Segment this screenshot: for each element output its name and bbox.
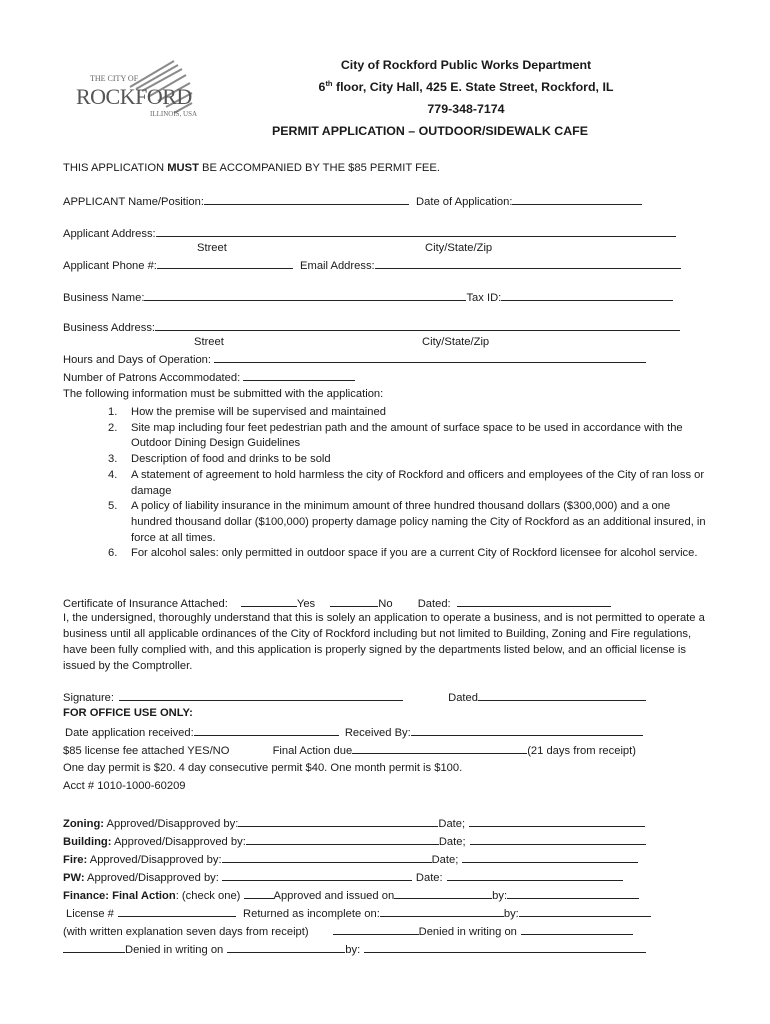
- signature-dated-field[interactable]: [478, 690, 646, 701]
- city-state-zip-caption: City/State/Zip: [425, 242, 493, 254]
- returned-by-field[interactable]: [519, 906, 651, 917]
- logo-line3: ILLINOIS, USA: [150, 110, 198, 118]
- denied-by-field[interactable]: [364, 942, 646, 953]
- street-caption: Street: [197, 242, 227, 254]
- zoning-row: Zoning: Approved/Disapproved by: Date;: [63, 816, 645, 830]
- denied-check-2[interactable]: [63, 942, 125, 953]
- license-row: License # Returned as incomplete on: by:: [66, 906, 651, 920]
- date-received-row: Date application received: Received By:: [65, 725, 643, 739]
- denied-on-field-1[interactable]: [521, 924, 633, 935]
- list-item: 1. How the premise will be supervised and maintained: [108, 406, 386, 418]
- business-name-row: Business Name: Tax ID:: [63, 290, 673, 304]
- list-item: 6. For alcohol sales: only permitted in outdoor space if you are a current City of Rockford licensee for alcohol service.: [108, 547, 698, 560]
- hours-field[interactable]: [214, 352, 646, 363]
- signature-field[interactable]: [119, 690, 403, 701]
- license-number-field[interactable]: [118, 906, 236, 917]
- finance-approved-check[interactable]: [244, 888, 274, 899]
- date-of-application-field[interactable]: [512, 194, 642, 205]
- form-title: PERMIT APPLICATION – OUTDOOR/SIDEWALK CAFE: [272, 124, 588, 138]
- requirements-intro: The following information must be submitted with the application:: [63, 388, 384, 400]
- logo-line2: ROCKFORD: [76, 84, 192, 109]
- insurance-dated-field[interactable]: [457, 596, 611, 607]
- business-address-field[interactable]: [155, 320, 680, 331]
- applicant-phone-row: Applicant Phone #: Email Address:: [63, 258, 681, 272]
- hours-row: Hours and Days of Operation:: [63, 352, 646, 366]
- office-use-heading: FOR OFFICE USE ONLY:: [63, 707, 193, 719]
- finance-by-field[interactable]: [507, 888, 639, 899]
- building-row: Building: Approved/Disapproved by: Date;: [63, 834, 646, 848]
- denied-row: Denied in writing on by:: [63, 942, 646, 956]
- denied-check-1[interactable]: [333, 924, 419, 935]
- building-by-field[interactable]: [246, 834, 439, 845]
- logo-line1: THE CITY OF: [90, 74, 139, 83]
- written-explanation-row: (with written explanation seven days from receipt) Denied in writing on: [63, 924, 633, 938]
- zoning-date-field[interactable]: [469, 816, 645, 827]
- street-caption-2: Street: [194, 336, 224, 348]
- patrons-row: Number of Patrons Accommodated:: [63, 370, 355, 384]
- business-name-field[interactable]: [144, 290, 466, 301]
- tax-id-field[interactable]: [501, 290, 673, 301]
- denied-on-field-2[interactable]: [227, 942, 345, 953]
- applicant-address-field[interactable]: [156, 226, 676, 237]
- finance-issued-on-field[interactable]: [394, 888, 492, 899]
- list-item: 3. Description of food and drinks to be sold: [108, 453, 331, 466]
- applicant-phone-field[interactable]: [157, 258, 293, 269]
- pw-date-field[interactable]: [447, 870, 623, 881]
- signature-row: Signature: Dated: [63, 690, 646, 704]
- applicant-address-row: Applicant Address:: [63, 226, 676, 240]
- insurance-no-field[interactable]: [330, 596, 378, 607]
- applicant-name-row: APPLICANT Name/Position: Date of Application:: [63, 194, 642, 208]
- finance-row: Finance: Final Action: (check one) Approved and issued on by:: [63, 888, 639, 902]
- date-received-field[interactable]: [194, 725, 339, 736]
- list-item: 4. A statement of agreement to hold harmless the city of Rockford and officers and employees of the City of ran loss or damage: [108, 468, 705, 497]
- account-number: Acct # 1010-1000-60209: [63, 780, 186, 792]
- pw-row: PW: Approved/Disapproved by: Date:: [63, 870, 623, 884]
- fire-date-field[interactable]: [462, 852, 638, 863]
- pw-by-field[interactable]: [222, 870, 412, 881]
- fee-notice: THIS APPLICATION MUST BE ACCOMPANIED BY THE $85 PERMIT FEE.: [63, 162, 440, 174]
- list-item: 2. Site map including four feet pedestrian path and the amount of surface space to be used in accordance with the Outdoor Dining Design Guidelines: [108, 421, 683, 450]
- license-fee-row: $85 license fee attached YES/NO Final Action due (21 days from receipt): [63, 745, 636, 757]
- business-address-row: Business Address:: [63, 320, 680, 334]
- fire-row: Fire: Approved/Disapproved by: Date;: [63, 852, 638, 866]
- email-field[interactable]: [375, 258, 681, 269]
- city-state-zip-caption-2: City/State/Zip: [422, 336, 490, 348]
- applicant-statement: I, the undersigned, thoroughly understand that this is solely an application to operate a business, and is not permitted to operate a business until all applicable ordinances of the City of Rockford including but not limited to Building, Zoning and Fire regulations, have been fully complied with, and this application is properly signed by the departments listed below, and an official license is issued by the Comptroller.: [63, 612, 705, 672]
- requirements-list: [108, 405, 708, 562]
- insurance-row: Certificate of Insurance Attached: Yes No Dated:: [63, 596, 611, 610]
- fire-by-field[interactable]: [222, 852, 432, 863]
- list-item: 5. A policy of liability insurance in the minimum amount of three hundred thousand dollars ($300,000) and a one hundred thousand dollar ($100,000) property damage policy naming the City of Rockford as an additional insured, in force at all times.: [108, 500, 706, 544]
- applicant-name-field[interactable]: [204, 194, 409, 205]
- building-date-field[interactable]: [470, 834, 646, 845]
- department-phone: 779-348-7174: [427, 102, 505, 116]
- returned-on-field[interactable]: [380, 906, 504, 917]
- city-of-rockford-logo: [70, 57, 210, 127]
- permit-prices: One day permit is $20. 4 day consecutive permit $40. One month permit is $100.: [63, 762, 463, 774]
- address-line: 6th floor, City Hall, 425 E. State Street, Rockford, IL: [318, 78, 614, 94]
- zoning-by-field[interactable]: [238, 816, 438, 827]
- final-action-due-field[interactable]: [352, 743, 527, 754]
- patrons-field[interactable]: [243, 370, 355, 381]
- department-name: City of Rockford Public Works Department: [340, 58, 592, 72]
- insurance-yes-field[interactable]: [241, 596, 297, 607]
- received-by-field[interactable]: [411, 725, 643, 736]
